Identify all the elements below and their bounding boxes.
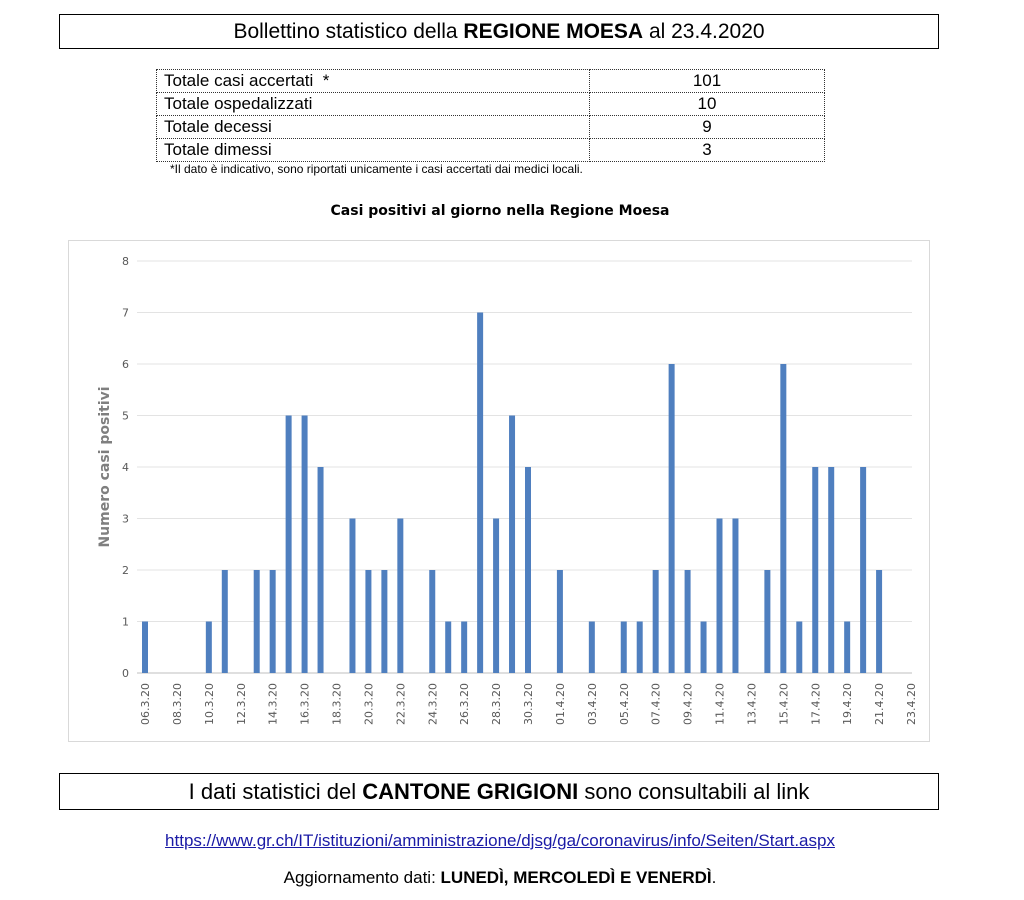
x-tick-label: 13.4.20 [745,683,759,725]
x-tick-label: 26.3.20 [458,683,472,725]
table-row [157,93,825,116]
bar [621,622,627,674]
bar [254,570,260,673]
bar [557,570,563,673]
stat-label: Totale ospedalizzati [157,93,590,116]
x-tick-label: 16.3.20 [298,683,312,725]
x-tick-label: 06.3.20 [139,683,152,725]
footnote: *Il dato è indicativo, sono riportati unicamente i casi accertati dai medici locali. [170,162,583,176]
bar [812,467,818,673]
bar [318,467,324,673]
y-tick-label: 0 [122,667,129,680]
x-tick-label: 12.3.20 [234,683,248,725]
bar [222,570,228,673]
bar [876,570,882,673]
bar [445,622,451,674]
x-tick-label: 11.4.20 [713,683,727,725]
x-tick-label: 08.3.20 [170,683,184,725]
bar [796,622,802,674]
x-tick-label: 19.4.20 [841,683,855,725]
update-note [0,868,1000,888]
bar [589,622,595,674]
update-days: LUNEDÌ, MERCOLEDÌ E VENERDÌ [440,868,712,887]
header-region: REGIONE MOESA [463,19,644,43]
bar [270,570,276,673]
y-tick-label: 4 [122,461,129,474]
x-tick-label: 03.4.20 [585,683,599,725]
x-tick-label: 07.4.20 [649,683,663,725]
bar [509,416,515,674]
stat-label: Totale dimessi [157,139,590,162]
x-tick-label: 01.4.20 [553,683,567,725]
grigioni-suffix: sono consultabili al link [578,778,810,804]
bar [637,622,643,674]
y-axis-label: Numero casi positivi [97,386,113,548]
chart-area [68,240,930,742]
x-tick-label: 18.3.20 [330,683,344,725]
bar [732,519,738,674]
bar [701,622,707,674]
bar [381,570,387,673]
y-tick-label: 5 [122,409,129,423]
x-tick-label: 20.3.20 [362,683,376,725]
bar [525,467,531,673]
grigioni-canton: CANTONE GRIGIONI [362,778,579,804]
bar [477,313,483,674]
y-tick-label: 6 [122,358,129,371]
x-tick-label: 24.3.20 [426,683,440,725]
table-row [157,139,825,162]
bar [429,570,435,673]
bar [206,622,212,674]
y-tick-label: 7 [122,306,129,320]
x-tick-label: 22.3.20 [394,683,408,725]
table-row [157,116,825,139]
grigioni-prefix: I dati statistici del [188,778,363,804]
x-tick-label: 05.4.20 [617,683,631,725]
x-tick-label: 15.4.20 [777,683,791,725]
bar [286,416,292,674]
bar [653,570,659,673]
bar [461,622,467,674]
y-tick-label: 2 [122,564,129,577]
x-tick-label: 17.4.20 [809,683,823,725]
bar [365,570,371,673]
header-suffix: al 23.4.2020 [643,19,765,43]
x-tick-label: 14.3.20 [266,683,280,725]
update-suffix: . [711,868,717,887]
bar [142,622,148,674]
stat-value: 3 [590,139,825,162]
bar [669,364,675,673]
bar-chart [69,241,931,743]
stats-table [156,69,825,162]
bar [493,519,499,674]
x-tick-label: 28.3.20 [490,683,504,725]
x-tick-label: 10.3.20 [202,683,216,725]
x-tick-label: 23.4.20 [905,683,918,725]
bar [780,364,786,673]
stat-value: 9 [590,116,825,139]
bar [397,519,403,674]
grigioni-box [59,773,939,810]
bar [685,570,691,673]
stat-value: 10 [590,93,825,116]
bar [302,416,308,674]
grigioni-link[interactable]: https://www.gr.ch/IT/istituzioni/amministrazione/djsg/ga/coronavirus/info/Seiten/Start.aspx [165,831,835,850]
stat-value: 101 [590,70,825,93]
bar [349,519,355,674]
chart-title: Casi positivi al giorno nella Regione Moesa [330,203,670,219]
stat-label: Totale casi accertati * [157,70,590,93]
y-tick-label: 1 [122,615,129,629]
bar [764,570,770,673]
bar [717,519,723,674]
update-prefix: Aggiornamento dati: [283,868,441,887]
bar [828,467,834,673]
x-tick-label: 30.3.20 [522,683,535,725]
x-tick-label: 09.4.20 [681,683,695,725]
bulletin-header [59,14,939,49]
bar [860,467,866,673]
y-tick-label: 3 [122,512,129,526]
y-tick-label: 8 [122,255,129,268]
table-row [157,70,825,93]
header-prefix: Bollettino statistico della [233,19,464,43]
x-tick-label: 21.4.20 [873,683,887,725]
bar [844,622,850,674]
stat-label: Totale decessi [157,116,590,139]
